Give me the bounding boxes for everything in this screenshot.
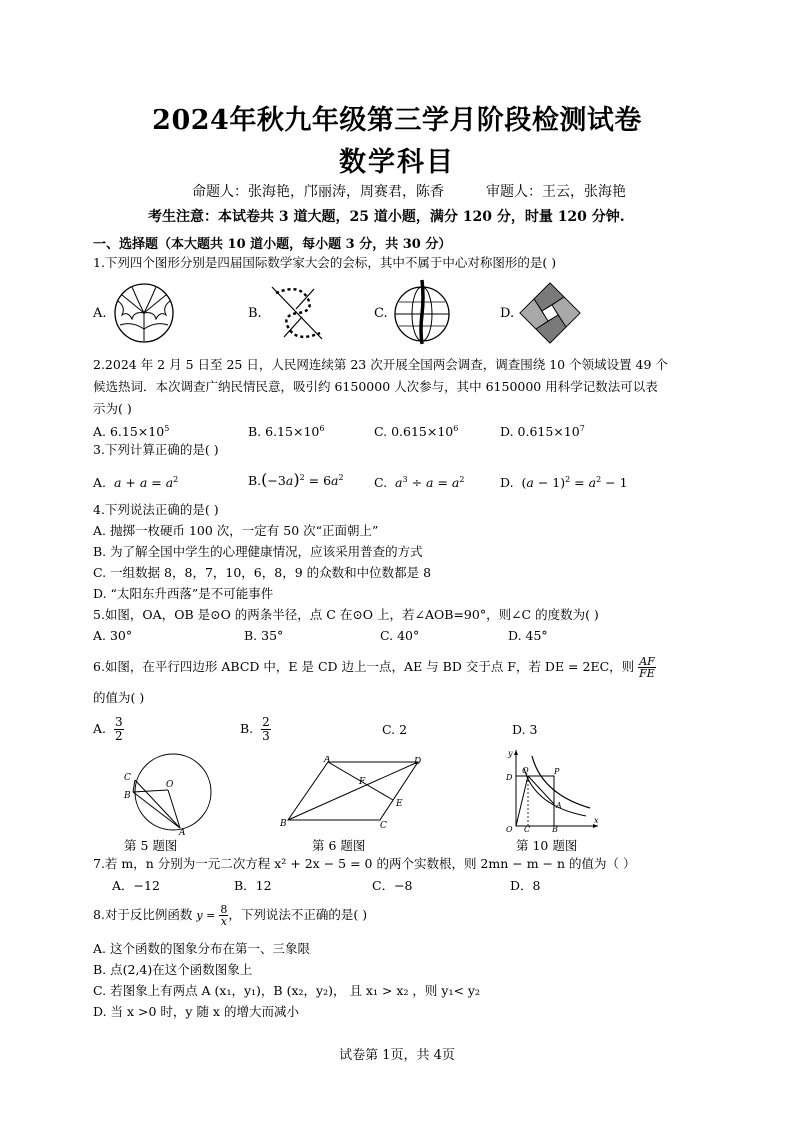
q1-option-b-label: B. xyxy=(248,306,262,321)
section-heading: 一、选择题（本大题共 10 道小题，每小题 3 分，共 30 分） xyxy=(93,237,452,252)
q1-figure-d xyxy=(518,281,582,345)
q1-figure-a xyxy=(112,281,176,345)
q6-option-a: A. $\frac{3}{2}$ xyxy=(93,715,123,743)
q5-option-b: B. 35° xyxy=(244,628,284,643)
fig6-label-e: E xyxy=(396,799,403,809)
q8-option-c: C. 若图象上有两点 A (x₁，y₁)，B (x₂，y₂)， 且 x₁ > x₂ ，则 y₁< y₂ xyxy=(93,983,481,998)
figure-5-caption: 第 5 题图 xyxy=(124,838,178,853)
q8-option-d: D. 当 x >0 时，y 随 x 的增大而减小 xyxy=(93,1004,299,1019)
q7-option-a: A．−12 xyxy=(112,878,160,893)
q3-option-d: D. $(a - 1)^2 = a^2 - 1$ xyxy=(500,475,628,491)
exam-notice: 考生注意：本试卷共 3 道大题，25 道小题，满分 120 分，时量 120 分钟. xyxy=(148,209,625,225)
fig10-label-c: C xyxy=(524,825,531,832)
figure-6-caption: 第 6 题图 xyxy=(312,838,366,853)
fig5-label-o: O xyxy=(166,780,174,790)
q1-option-d-label: D. xyxy=(500,306,515,321)
q4-option-c: C. 一组数据 8，8，7，10，6，8，9 的众数和中位数都是 8 xyxy=(93,565,432,580)
question-6-stem: 6.如图，在平行四边形 ABCD 中，E 是 CD 边上一点，AE 与 BD 交于点 F，若 DE = 2EC，则 $\frac{AF}{FE}$ xyxy=(93,655,655,680)
question-1-stem: 1.下列四个图形分别是四届国际数学家大会的会标，其中不属于中心对称图形的是( ) xyxy=(93,255,557,270)
question-2-line3: 示为( ) xyxy=(93,401,132,416)
q7-option-c: C．−8 xyxy=(372,878,413,893)
q3-option-b: $B.(-3a)^2 = 6a^2$ xyxy=(248,470,344,490)
fig5-label-a: A xyxy=(179,828,186,836)
fig10-label-d: D xyxy=(506,773,513,782)
fig10-label-o: O xyxy=(506,825,513,832)
q2-option-c: C. $0.615\times 10^6$ xyxy=(374,424,459,440)
question-6-stem-2: 的值为( ) xyxy=(93,690,145,705)
fig5-label-b: B xyxy=(124,791,131,801)
q4-option-b: B. 为了解全国中学生的心理健康情况，应该采用普查的方式 xyxy=(93,544,423,559)
q5-option-a: A. 30° xyxy=(93,628,133,643)
q6-option-b: B. $\frac{2}{3}$ xyxy=(240,715,270,743)
q1-option-a-label: A. xyxy=(93,306,107,321)
fig6-label-b: B xyxy=(280,819,287,828)
question-7-stem: 7.若 m，n 分别为一元二次方程 x² + 2x − 5 = 0 的两个实数根，则 2mn − m − n 的值为（ ） xyxy=(93,856,636,871)
exam-title: 2024年秋九年级第三学月阶段检测试卷 xyxy=(152,105,642,136)
q7-option-b: B．12 xyxy=(234,878,272,893)
fig10-label-p: P xyxy=(554,767,560,776)
fig10-label-q: Q xyxy=(522,766,529,775)
q2-option-a: A. $6.15\times 10^5$ xyxy=(93,424,170,440)
q2-option-b: B. $6.15\times 10^6$ xyxy=(248,424,325,440)
q5-option-c: C. 40° xyxy=(380,628,420,643)
question-5-stem: 5.如图，OA，OB 是⊙O 的两条半径，点 C 在⊙O 上，若∠AOB=90°，则∠C 的度数为( ) xyxy=(93,607,599,622)
question-3-stem: 3.下列计算正确的是( ) xyxy=(93,442,219,457)
figure-q5 xyxy=(118,752,214,836)
fig10-label-x: x xyxy=(594,816,599,825)
q5-option-d: D. 45° xyxy=(508,628,548,643)
question-4-stem: 4.下列说法正确的是( ) xyxy=(93,502,219,517)
q6-option-d: D. 3 xyxy=(512,722,538,737)
q2-option-d: D. $0.615\times 10^7$ xyxy=(500,424,585,440)
q8-fraction: $\frac{8}{x}$ xyxy=(220,903,228,928)
q1-option-c-label: C. xyxy=(374,306,388,321)
q6-option-c: C. 2 xyxy=(382,722,408,737)
reviewers-line: 审题人：王云，张海艳 xyxy=(486,184,626,200)
fig6-label-d: D xyxy=(414,757,422,767)
fig5-label-c: C xyxy=(124,773,131,783)
q8-option-a: A. 这个函数的图象分布在第一、三象限 xyxy=(93,941,310,956)
figure-q10 xyxy=(502,748,602,832)
q1-figure-c xyxy=(390,278,454,346)
q7-option-d: D．8 xyxy=(510,878,541,893)
figure-q6 xyxy=(280,756,426,828)
question-8-stem: 8.对于反比例函数 y = $\frac{8}{x}$ ，下列说法不正确的是( ) xyxy=(93,903,368,928)
q3-option-c: C. $a^3 \div a = a^2$ xyxy=(374,475,465,491)
subject-title: 数学科目 xyxy=(339,147,455,178)
page-footer: 试卷第 1页，共 4页 xyxy=(339,1048,455,1063)
fig10-label-b: B xyxy=(552,825,558,832)
fig10-label-a: A xyxy=(556,801,562,810)
q4-option-d: D. “太阳东升西落”是不可能事件 xyxy=(93,586,274,601)
fig10-label-y: y xyxy=(508,749,513,758)
question-2-line2: 候选热词．本次调查广纳民情民意，吸引约 6150000 人次参与，其中 6150000 用科学记数法可以表 xyxy=(93,379,658,394)
q3-option-a: A. $a + a = a^2$ xyxy=(93,475,179,491)
q6-fraction-af-fe: $\frac{AF}{FE}$ xyxy=(639,655,655,680)
fig6-label-c: C xyxy=(380,821,387,828)
fig6-label-f: F xyxy=(359,777,366,787)
fig6-label-a: A xyxy=(324,756,331,765)
q1-figure-b xyxy=(266,281,330,345)
q8-option-b: B. 点(2,4)在这个函数图象上 xyxy=(93,962,253,977)
question-2-line1: 2.2024 年 2 月 5 日至 25 日，人民网连续第 23 次开展全国两会调查，调查围绕 10 个领域设置 49 个 xyxy=(93,357,668,372)
q4-option-a: A. 抛掷一枚硬币 100 次，一定有 50 次“正面朝上” xyxy=(93,523,379,538)
authors-line: 命题人：张海艳，邝丽涛，周赛君，陈香 xyxy=(192,184,444,200)
figure-10-caption: 第 10 题图 xyxy=(516,838,578,853)
